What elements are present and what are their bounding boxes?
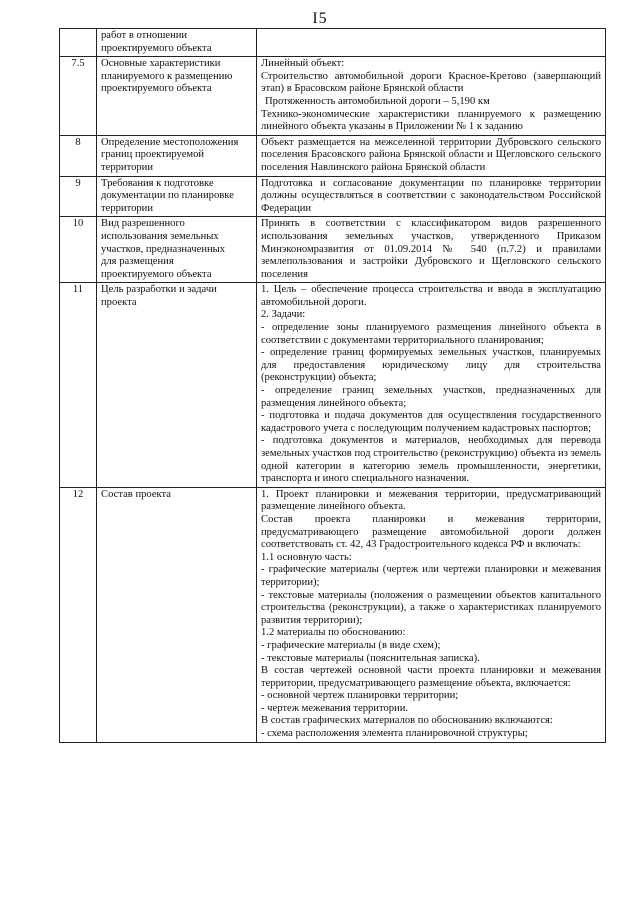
row-value-paragraph: Строительство автомобильной дороги Красное-Кретово (завершающий этап) в Брасовском районе Брянской области <box>261 70 601 95</box>
row-value-paragraph: Подготовка и согласование документации по планировке территории должны осуществляться в соответствии с законодательством Российской Федерации <box>261 177 601 214</box>
row-value <box>257 217 606 283</box>
row-value-paragraph: - текстовые материалы (пояснительная записка). <box>261 652 480 664</box>
row-value-paragraph: Объект размещается на межселенной территории Дубровского сельского поселения Брасовского района Брянской области и Щегловского сельского поселения Навлинского района Брянской области <box>261 136 601 173</box>
row-label-line: работ в отношении <box>101 30 188 41</box>
row-label-line: Вид разрешенного <box>101 218 185 230</box>
row-label <box>97 217 257 283</box>
table-row <box>60 57 606 136</box>
row-number: 11 <box>60 283 97 488</box>
row-value <box>257 487 606 742</box>
row-label-line: проектируемого объекта <box>101 268 212 280</box>
table-row <box>60 487 606 742</box>
table-row <box>60 283 606 488</box>
row-value-paragraph: - схема расположения элемента планировочной структуры; <box>261 728 528 740</box>
row-label <box>97 57 257 136</box>
row-value-paragraph: 2. Задачи: <box>261 309 306 321</box>
page-number: I5 <box>312 10 328 27</box>
row-label-line: Требования к подготовке <box>101 177 214 189</box>
row-label-line: планируемого к размещению <box>101 70 233 82</box>
specification-table <box>59 28 606 743</box>
table-row <box>60 176 606 217</box>
row-label-line: Основные характеристики <box>101 58 221 70</box>
row-number <box>60 29 97 57</box>
row-number: 9 <box>60 176 97 217</box>
row-value <box>257 29 606 57</box>
row-value-paragraph: Протяженность автомобильной дороги – 5,190 км <box>265 95 490 107</box>
row-label-line: Состав проекта <box>101 488 172 500</box>
row-value-paragraph: - подготовка документов и материалов, необходимых для перевода земельных участков под строительство (реконструкцию) объекта из земель одной категории в категорию земель промышленности, энергетики, транспорта и иного специального назначения. <box>261 435 601 485</box>
row-value <box>257 135 606 176</box>
row-label-line: проекта <box>101 296 137 308</box>
row-value-paragraph: В состав графических материалов по обоснованию включаются: <box>261 715 553 727</box>
row-value-paragraph: 1. Проект планировки и межевания территории, предусматривающий размещение линейного объекта. <box>261 488 601 513</box>
row-label <box>97 283 257 488</box>
row-label-line: территории <box>101 202 154 214</box>
row-label-line: участков, предназначенных <box>101 243 226 255</box>
row-value-paragraph: - графические материалы (в виде схем); <box>261 639 441 651</box>
row-value-paragraph: Состав проекта планировки и межевания территории, предусматривающего размещение автомобильной дороги должен соответствовать ст. 42, 43 Градостроительного кодекса РФ и включать: <box>261 513 601 551</box>
row-value <box>257 283 606 488</box>
row-value-paragraph: 1. Цель – обеспечение процесса строительства и ввода в эксплуатацию автомобильной дороги. <box>261 284 601 308</box>
row-number: 7.5 <box>60 57 97 136</box>
row-label-line: проектируемого объекта <box>101 42 212 54</box>
row-number: 10 <box>60 217 97 283</box>
row-label-line: проектируемого объекта <box>101 83 212 95</box>
row-value <box>257 176 606 217</box>
row-value-paragraph: 1.2 материалы по обоснованию: <box>261 627 406 639</box>
row-label-line: Цель разработки и задачи <box>101 284 217 296</box>
row-label <box>97 176 257 217</box>
row-value-paragraph: - определение границ земельных участков, предназначенных для размещения линейного объекта; <box>261 385 601 409</box>
row-label <box>97 29 257 57</box>
row-value-paragraph: В состав чертежей основной части проекта планировки и межевания территории, предусматривающего размещение объекта, включается: <box>261 665 601 689</box>
row-label-line: Определение местоположения <box>101 136 239 148</box>
row-label <box>97 487 257 742</box>
row-value-paragraph: Технико-экономические характеристики планируемого к размещению линейного объекта указаны в Приложении № 1 к заданию <box>261 108 601 133</box>
row-label-line: документации по планировке <box>101 190 234 202</box>
row-value-paragraph: - основной чертеж планировки территории; <box>261 690 459 702</box>
row-label-line: границ проектируемой <box>101 149 205 161</box>
row-number: 12 <box>60 487 97 742</box>
row-value-paragraph: - определение зоны планируемого размещения линейного объекта в соответствии с документами территориального планирования; <box>261 322 601 346</box>
table-row <box>60 217 606 283</box>
row-value-paragraph: - определение границ формируемых земельных участков, планируемых для предоставления юридическому лицу для строительства (реконструкции) объекта; <box>261 347 601 384</box>
row-value-paragraph: - подготовка и подача документов для осуществления государственного кадастрового учета с последующим получением кадастровых паспортов; <box>261 410 601 434</box>
table-body <box>60 29 606 743</box>
row-label-line: использования земельных <box>101 230 219 242</box>
row-label <box>97 135 257 176</box>
row-value-paragraph: 1.1 основную часть: <box>261 551 352 563</box>
row-label-line: территории <box>101 161 154 173</box>
row-value-paragraph: - чертеж межевания территории. <box>261 702 409 714</box>
table-row <box>60 29 606 57</box>
row-value-paragraph: Принять в соответствии с классификатором видов разрешенного использования земельных участков, утвержденного Приказом Минэкономразвития от 01.09.2014 № 540 (п.7.2) и правилами землепользования и застройки Дубровского и Щегловского сельского поселения <box>261 218 601 280</box>
row-value-paragraph: Линейный объект: <box>261 58 345 70</box>
row-value-paragraph: - графические материалы (чертеж или чертежи планировки и межевания территории); <box>261 564 601 588</box>
row-number: 8 <box>60 135 97 176</box>
table-row <box>60 135 606 176</box>
row-value-paragraph: - текстовые материалы (положения о размещении объектов капитального строительства (реконструкции), а также о характеристиках планируемого развития территории); <box>261 589 601 626</box>
row-label-line: для размещения <box>101 256 174 268</box>
row-value <box>257 57 606 136</box>
